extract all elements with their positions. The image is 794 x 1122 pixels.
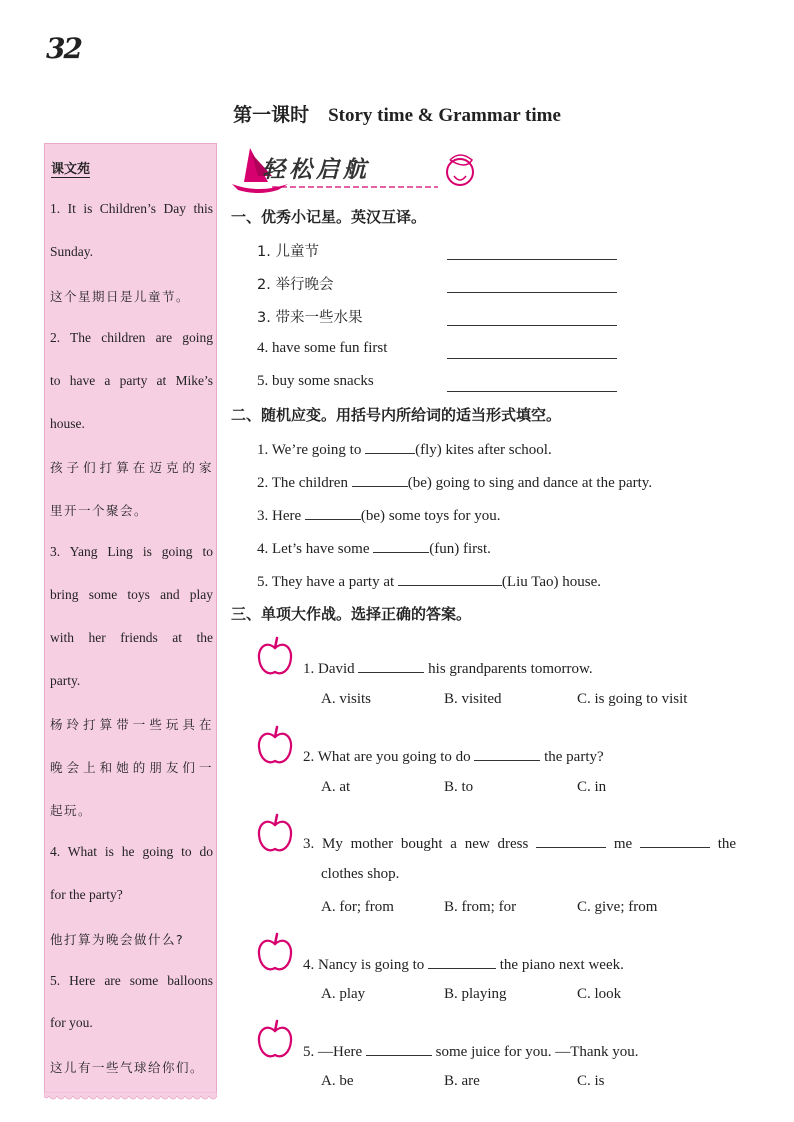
sidebar-line: party. <box>50 673 81 688</box>
fill-blank[interactable] <box>358 658 424 673</box>
apple-icon <box>256 636 294 678</box>
fill-blank[interactable] <box>373 538 429 553</box>
mcq-question-continued: clothes shop. <box>321 866 400 882</box>
section1-item: 3. 带来一些水果 <box>257 310 363 326</box>
fill-blank[interactable] <box>305 505 361 520</box>
page-number: 32 <box>46 32 81 65</box>
sidebar-line: house. <box>50 416 85 431</box>
lesson-title: 第一课时 Story time & Grammar time <box>233 105 561 126</box>
option-a[interactable]: A. visits <box>321 691 372 707</box>
mcq-question: 2. What are you going to do the party? <box>303 746 604 766</box>
answer-line[interactable] <box>447 358 617 359</box>
banner-title: 轻松启航 <box>262 157 370 183</box>
apple-icon <box>256 932 294 974</box>
option-a[interactable]: A. at <box>321 779 351 795</box>
text-sidebar <box>44 143 217 1095</box>
mcq-question: 5. —Here some juice for you. —Thank you. <box>303 1041 639 1061</box>
option-c[interactable]: C. is going to visit <box>577 691 688 707</box>
sidebar-line: 5. Here are some balloons <box>50 973 213 988</box>
answer-line[interactable] <box>447 391 617 392</box>
section2-question: 4. Let’s have some (fun) first. <box>257 538 491 558</box>
sidebar-line: 2. The children are going <box>50 330 213 345</box>
sidebar-line: 里开一个聚会。 <box>50 503 149 518</box>
sidebar-line: to have a party at Mike’s <box>50 373 213 388</box>
option-b[interactable]: B. to <box>444 779 474 795</box>
option-c[interactable]: C. in <box>577 779 607 795</box>
sidebar-line: Sunday. <box>50 244 93 259</box>
option-b[interactable]: B. playing <box>444 986 507 1002</box>
sidebar-line: 杨玲打算带一些玩具在 <box>50 717 213 732</box>
sidebar-line: for the party? <box>50 887 123 902</box>
section2-question: 5. They have a party at (Liu Tao) house. <box>257 571 601 591</box>
fill-blank[interactable] <box>352 472 408 487</box>
fill-blank[interactable] <box>474 746 540 761</box>
sidebar-line: 1. It is Children’s Day this <box>50 201 213 216</box>
sidebar-heading: 课文苑 <box>51 158 90 178</box>
section1-item: 5. buy some snacks <box>257 373 374 389</box>
sidebar-wavy-edge <box>44 1092 217 1102</box>
section1-item: 1. 儿童节 <box>257 244 319 260</box>
option-b[interactable]: B. visited <box>444 691 502 707</box>
option-b[interactable]: B. from; for <box>444 899 517 915</box>
option-a[interactable]: A. play <box>321 986 366 1002</box>
fill-blank[interactable] <box>640 833 710 848</box>
sidebar-line: 起玩。 <box>50 803 93 818</box>
sidebar-line: with her friends at the <box>50 630 213 645</box>
section2-question: 1. We’re going to (fly) kites after school. <box>257 439 552 459</box>
section2-question: 3. Here (be) some toys for you. <box>257 505 500 525</box>
sidebar-line: 3. Yang Ling is going to <box>50 544 213 559</box>
section1-heading: 一、优秀小记星。英汉互译。 <box>231 208 427 226</box>
section1-item: 2. 举行晚会 <box>257 277 334 293</box>
sidebar-line: bring some toys and play <box>50 587 213 602</box>
apple-icon <box>256 1019 294 1061</box>
mcq-question: 3. My mother bought a new dress me the <box>303 833 736 853</box>
fill-blank[interactable] <box>428 954 496 969</box>
option-a[interactable]: A. be <box>321 1073 354 1089</box>
answer-line[interactable] <box>447 325 617 326</box>
sidebar-line: for you. <box>50 1015 93 1030</box>
mcq-question: 1. David his grandparents tomorrow. <box>303 658 593 678</box>
section3-heading: 三、单项大作战。选择正确的答案。 <box>231 605 472 623</box>
answer-line[interactable] <box>447 259 617 260</box>
sidebar-line: 晚会上和她的朋友们一 <box>50 760 213 775</box>
fill-blank[interactable] <box>536 833 606 848</box>
option-c[interactable]: C. give; from <box>577 899 658 915</box>
option-c[interactable]: C. is <box>577 1073 605 1089</box>
mcq-question: 4. Nancy is going to the piano next week. <box>303 954 624 974</box>
option-b[interactable]: B. are <box>444 1073 480 1089</box>
fill-blank[interactable] <box>398 571 502 586</box>
fill-blank[interactable] <box>365 439 415 454</box>
sidebar-line: 4. What is he going to do <box>50 844 213 859</box>
sidebar-line: 他打算为晚会做什么? <box>50 932 185 947</box>
section2-heading: 二、随机应变。用括号内所给词的适当形式填空。 <box>231 406 562 424</box>
apple-icon <box>256 813 294 855</box>
option-c[interactable]: C. look <box>577 986 622 1002</box>
sidebar-line: 这个星期日是儿童节。 <box>50 289 191 304</box>
fill-blank[interactable] <box>366 1041 432 1056</box>
section2-question: 2. The children (be) going to sing and dance at the party. <box>257 472 652 492</box>
answer-line[interactable] <box>447 292 617 293</box>
sidebar-line: 孩子们打算在迈克的家 <box>50 460 213 475</box>
option-a[interactable]: A. for; from <box>321 899 394 915</box>
apple-icon <box>256 725 294 767</box>
sidebar-line: 这儿有一些气球给你们。 <box>50 1060 205 1075</box>
section1-item: 4. have some fun first <box>257 340 388 356</box>
